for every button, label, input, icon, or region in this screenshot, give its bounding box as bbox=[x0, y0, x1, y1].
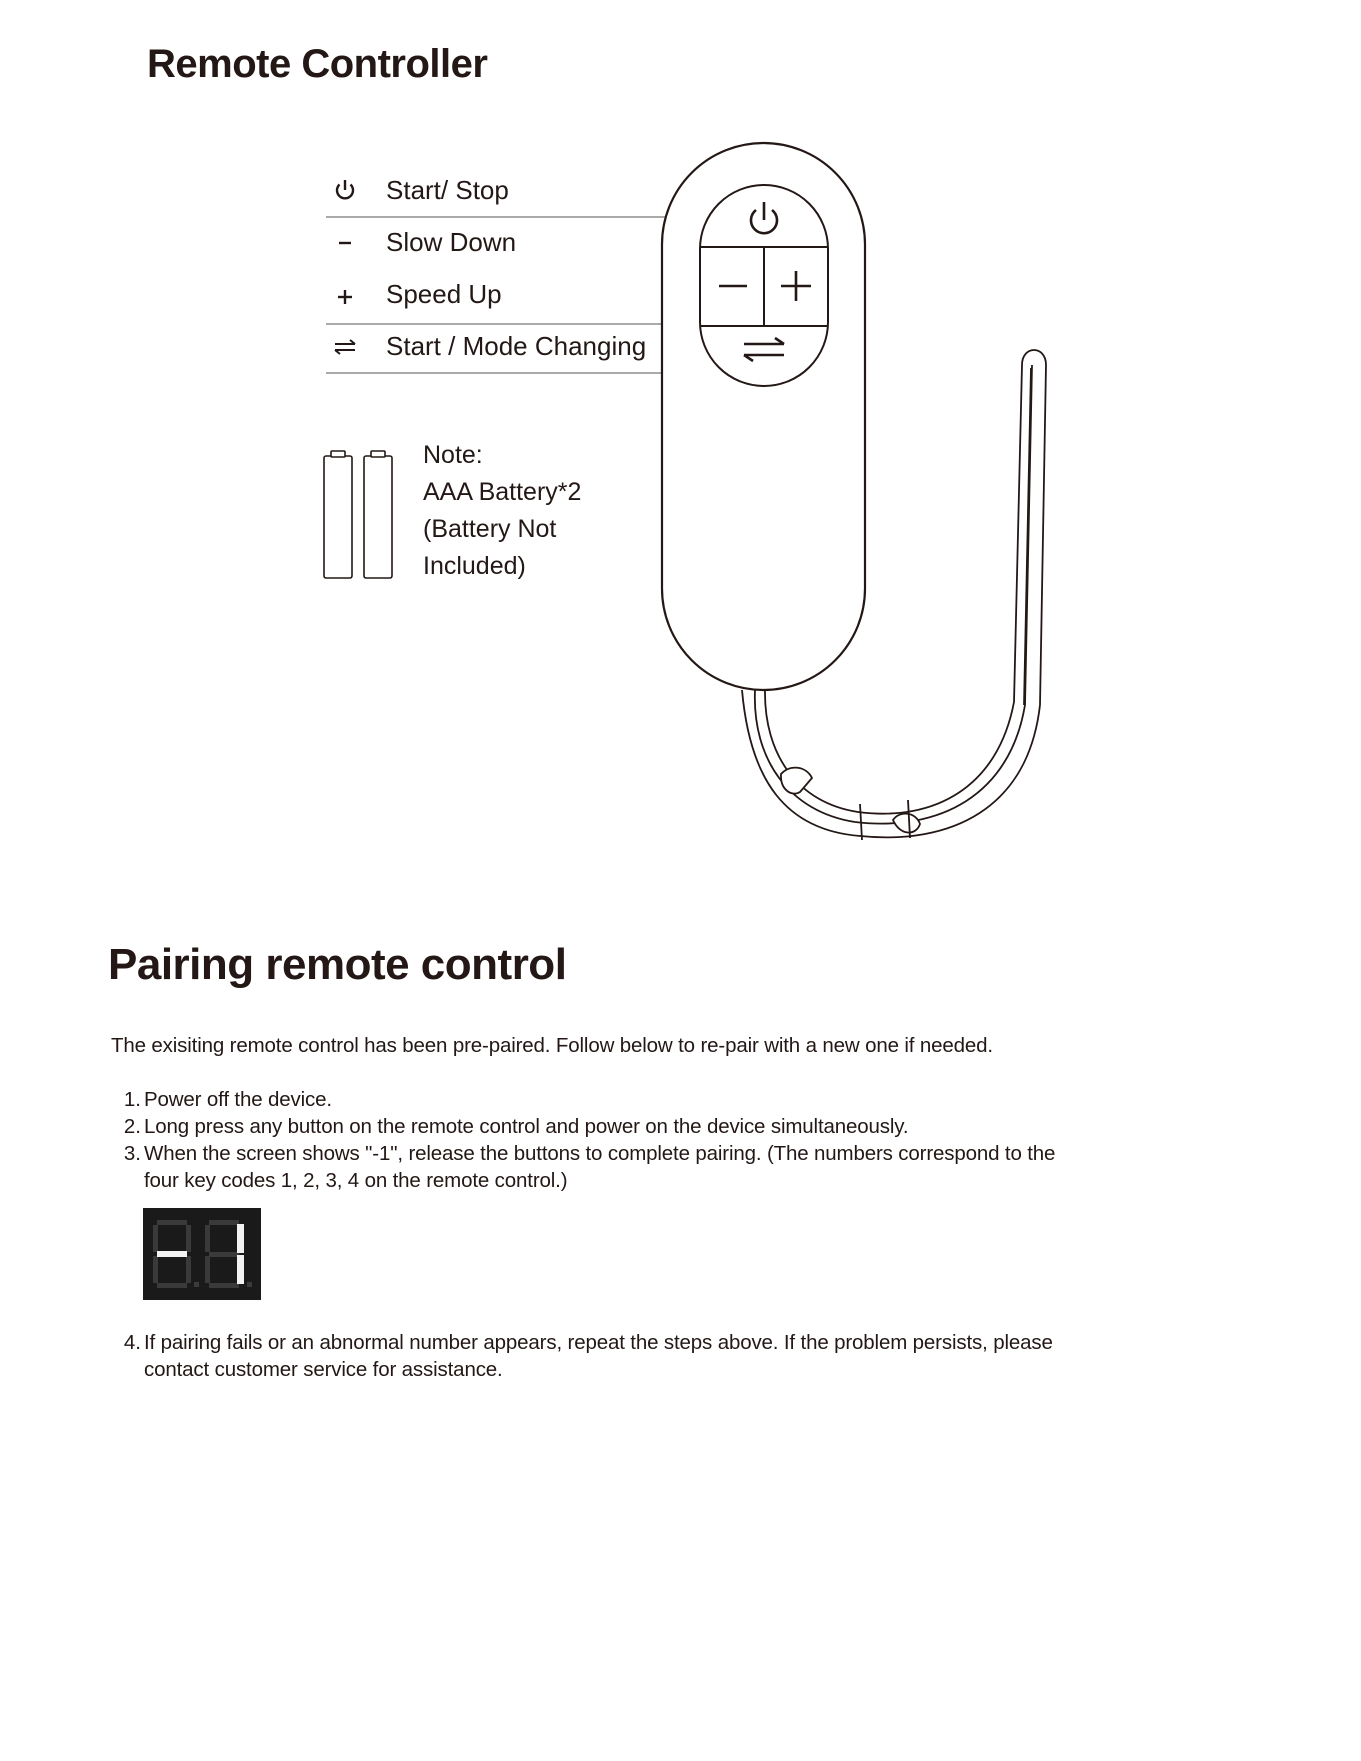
step-2-text: Long press any button on the remote control and power on the device simultaneously. bbox=[144, 1115, 909, 1138]
legend-label-start-mode-changing: Start / Mode Changing bbox=[386, 331, 647, 361]
legend-label-start-stop: Start/ Stop bbox=[386, 175, 509, 205]
pairing-intro: The exisiting remote control has been pre-paired. Follow below to re-pair with a new one if needed. bbox=[111, 1034, 993, 1057]
step-1-text: Power off the device. bbox=[144, 1088, 332, 1111]
step-4-text-line2: contact customer service for assistance. bbox=[144, 1358, 503, 1381]
legend-label-slow-down: Slow Down bbox=[386, 227, 517, 257]
legend-label-speed-up: Speed Up bbox=[386, 279, 502, 309]
section-title-pairing: Pairing remote control bbox=[108, 940, 567, 989]
step-number: 3. bbox=[123, 1142, 141, 1165]
led-display bbox=[143, 1208, 261, 1300]
note-line-battery: AAA Battery*2 bbox=[423, 478, 582, 506]
note-heading: Note: bbox=[423, 441, 483, 469]
note-line-not-included-2: Included) bbox=[423, 552, 526, 580]
step-number: 1. bbox=[123, 1088, 141, 1111]
led-display-digits bbox=[143, 1208, 261, 1300]
step-4-text-line1: If pairing fails or an abnormal number appears, repeat the steps above. If the problem persists, please bbox=[144, 1331, 1053, 1354]
note-line-not-included-1: (Battery Not bbox=[423, 515, 557, 543]
step-3-text-line2: four key codes 1, 2, 3, 4 on the remote control.) bbox=[144, 1169, 568, 1192]
step-3-text-line1: When the screen shows "-1", release the buttons to complete pairing. (The numbers correspond to the bbox=[144, 1142, 1056, 1165]
battery-icon bbox=[324, 451, 392, 578]
step-number: 2. bbox=[123, 1115, 141, 1138]
step-number: 4. bbox=[123, 1331, 141, 1354]
section-title-remote-controller: Remote Controller bbox=[147, 42, 488, 86]
